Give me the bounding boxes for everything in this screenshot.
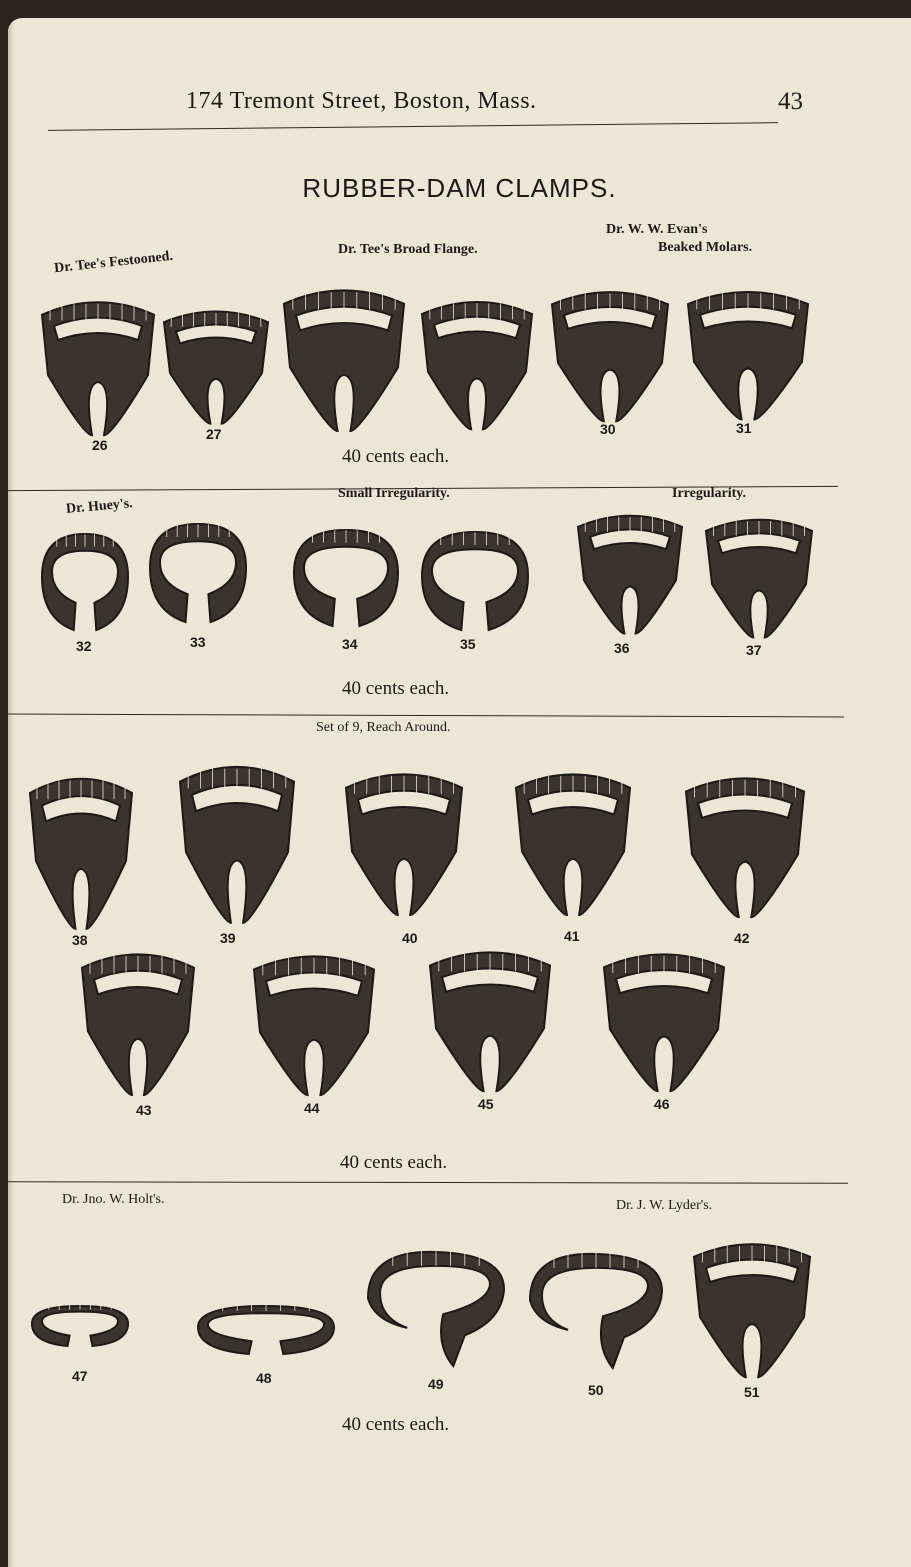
header-street: 174 Tremont Street, Boston, Mass. (186, 88, 537, 114)
header-rule (48, 122, 778, 131)
page-number: 43 (778, 88, 803, 115)
clamp-number: 43 (136, 1102, 152, 1118)
clamp-number: 48 (256, 1370, 272, 1386)
clamp-illustration (526, 1248, 666, 1372)
clamp-illustration (194, 1302, 338, 1358)
clamp-illustration (176, 762, 298, 926)
clamp-illustration (146, 520, 250, 626)
clamp-illustration (364, 1246, 508, 1370)
clamp-number: 38 (72, 932, 88, 948)
label-lyders: Dr. J. W. Lyder's. (616, 1198, 713, 1213)
clamp-number: 41 (564, 928, 580, 944)
clamp-number: 37 (746, 642, 762, 658)
clamp-illustration (574, 512, 686, 636)
label-irregularity: Irregularity. (672, 486, 747, 501)
clamp-illustration (426, 948, 554, 1094)
clamp-number: 50 (588, 1382, 604, 1398)
label-holts: Dr. Jno. W. Holt's. (62, 1192, 165, 1207)
clamp-number: 47 (72, 1368, 88, 1384)
clamp-number: 42 (734, 930, 750, 946)
clamp-illustration (26, 774, 136, 932)
clamp-illustration (548, 288, 672, 424)
clamp-number: 49 (428, 1376, 444, 1392)
label-beaked-molars: Beaked Molars. (658, 240, 753, 255)
clamp-number: 27 (206, 426, 222, 442)
label-small-irregularity: Small Irregularity. (338, 486, 450, 501)
clamp-illustration (280, 286, 408, 434)
clamp-illustration (702, 516, 816, 640)
clamp-illustration (512, 770, 634, 918)
clamp-illustration (38, 530, 132, 634)
clamp-number: 45 (478, 1096, 494, 1112)
clamp-number: 35 (460, 636, 476, 652)
label-tee-broad-flange: Dr. Tee's Broad Flange. (338, 242, 478, 257)
clamp-illustration (684, 288, 812, 422)
clamp-illustration (38, 298, 158, 438)
clamp-number: 31 (736, 420, 752, 436)
price-text: 40 cents each. (340, 1152, 448, 1173)
clamp-number: 44 (304, 1100, 320, 1116)
price-text: 40 cents each. (342, 678, 450, 699)
clamp-illustration (28, 1302, 132, 1350)
label-reach-around: Set of 9, Reach Around. (316, 720, 451, 735)
clamp-illustration (250, 952, 378, 1098)
page-edge (8, 18, 14, 1567)
clamp-number: 33 (190, 634, 206, 650)
clamp-illustration (160, 308, 272, 426)
label-tee-festooned: Dr. Tee's Festooned. (53, 248, 174, 277)
clamp-illustration (600, 950, 728, 1094)
clamp-number: 30 (600, 421, 616, 437)
clamp-number: 26 (92, 437, 108, 453)
clamp-number: 39 (220, 930, 236, 946)
clamp-illustration (290, 526, 402, 630)
clamp-number: 32 (76, 638, 92, 654)
page-title: RUBBER-DAM CLAMPS. (302, 173, 617, 203)
section-rule (8, 1181, 848, 1183)
clamp-illustration (418, 528, 532, 634)
clamp-number: 40 (402, 930, 418, 946)
price-text: 40 cents each. (342, 446, 450, 467)
clamp-number: 34 (342, 636, 358, 652)
clamp-illustration (78, 950, 198, 1098)
clamp-illustration (682, 774, 808, 920)
clamp-number: 46 (654, 1096, 670, 1112)
clamp-illustration (342, 770, 466, 918)
clamp-illustration (690, 1240, 814, 1380)
catalog-page (8, 18, 911, 1567)
price-text: 40 cents each. (342, 1414, 450, 1435)
clamp-number: 36 (614, 640, 630, 656)
clamp-illustration (418, 298, 536, 432)
section-rule (8, 714, 844, 718)
label-hueys: Dr. Huey's. (65, 496, 134, 517)
clamp-number: 51 (744, 1384, 760, 1400)
label-evans: Dr. W. W. Evan's (606, 222, 708, 237)
